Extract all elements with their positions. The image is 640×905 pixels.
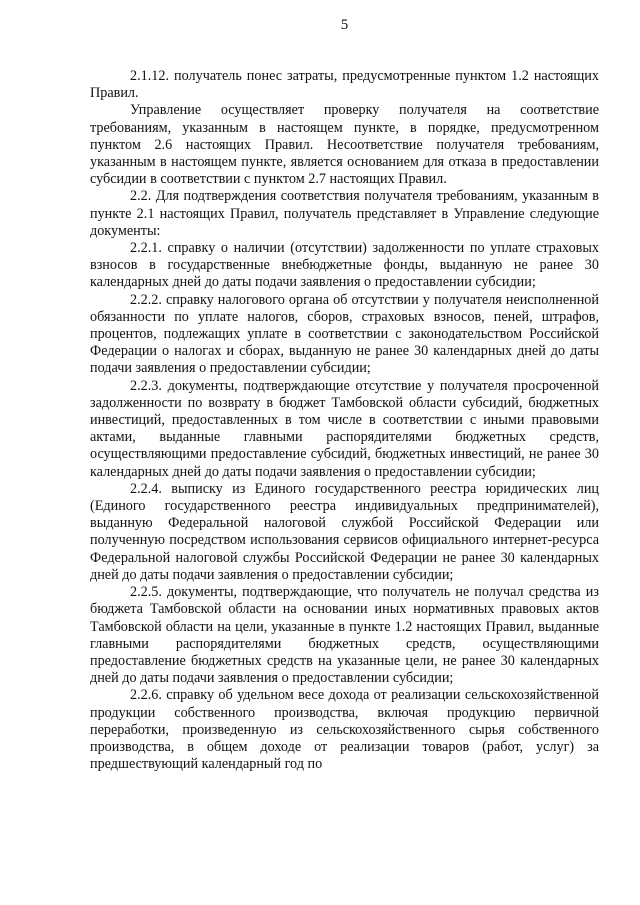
paragraph-2-2-6: 2.2.6. справку об удельном весе дохода от реализации сельскохозяйственной продукции собственного производства, включая продукцию первичной переработки, произведенную из сельскохозяйственного сырья собственного производства, в общем доходе от реализации товаров (работ, услуг) за предшествующий календарный год по (90, 687, 599, 773)
paragraph-2-2: 2.2. Для подтверждения соответствия получателя требованиям, указанным в пункте 2.1 настоящих Правил, получатель представляет в Управление следующие документы: (90, 188, 599, 239)
page-number: 5 (340, 17, 349, 33)
paragraph-2-2-1: 2.2.1. справку о наличии (отсутствии) задолженности по уплате страховых взносов в государственные внебюджетные фонды, выданную не ранее 30 календарных дней до даты подачи заявления о предоставлении субсидии; (90, 240, 599, 291)
paragraph-2-1-12: 2.1.12. получатель понес затраты, предусмотренные пунктом 1.2 настоящих Правил. (90, 68, 599, 102)
paragraph-verification: Управление осуществляет проверку получателя на соответствие требованиям, указанным в настоящем пункте, в порядке, предусмотренном пунктом 2.6 настоящих Правил. Несоответствие получателя требованиям, указанным в настоящем пункте, является основанием для отказа в предоставлении субсидии в соответствии с пунктом 2.7 настоящих Правил. (90, 102, 599, 188)
document-body (90, 68, 599, 773)
paragraph-2-2-5: 2.2.5. документы, подтверждающие, что получатель не получал средства из бюджета Тамбовской области на основании иных нормативных правовых актов Тамбовской области на цели, указанные в пункте 1.2 настоящих Правил, выданные главными распорядителями бюджетных средств, осуществляющими предоставление бюджетных средств на указанные цели, не ранее 30 календарных дней до даты подачи заявления о предоставлении субсидии; (90, 584, 599, 687)
paragraph-2-2-4: 2.2.4. выписку из Единого государственного реестра юридических лиц (Единого государственного реестра индивидуальных предпринимателей), выданную Федеральной налоговой службой Российской Федерации или полученную посредством использования сервисов официального интернет-ресурса Федеральной налоговой службы Российской Федерации не ранее 30 календарных дней до даты подачи заявления о предоставлении субсидии; (90, 480, 599, 583)
paragraph-2-2-3: 2.2.3. документы, подтверждающие отсутствие у получателя просроченной задолженности по возврату в бюджет Тамбовской области субсидий, бюджетных инвестиций, предоставленных в том числе в соответствии с иными правовыми актами, выданные главными распорядителями бюджетных средств, осуществляющими предоставление субсидий, бюджетных инвестиций, не ранее 30 календарных дней до даты подачи заявления о предоставлении субсидии; (90, 377, 599, 480)
paragraph-2-2-2: 2.2.2. справку налогового органа об отсутствии у получателя неисполненной обязанности по уплате налогов, сборов, страховых взносов, пеней, штрафов, процентов, подлежащих уплате в соответствии с законодательством Российской Федерации о налогах и сборах, выданную не ранее 30 календарных дней до даты подачи заявления о предоставлении субсидии; (90, 291, 599, 377)
